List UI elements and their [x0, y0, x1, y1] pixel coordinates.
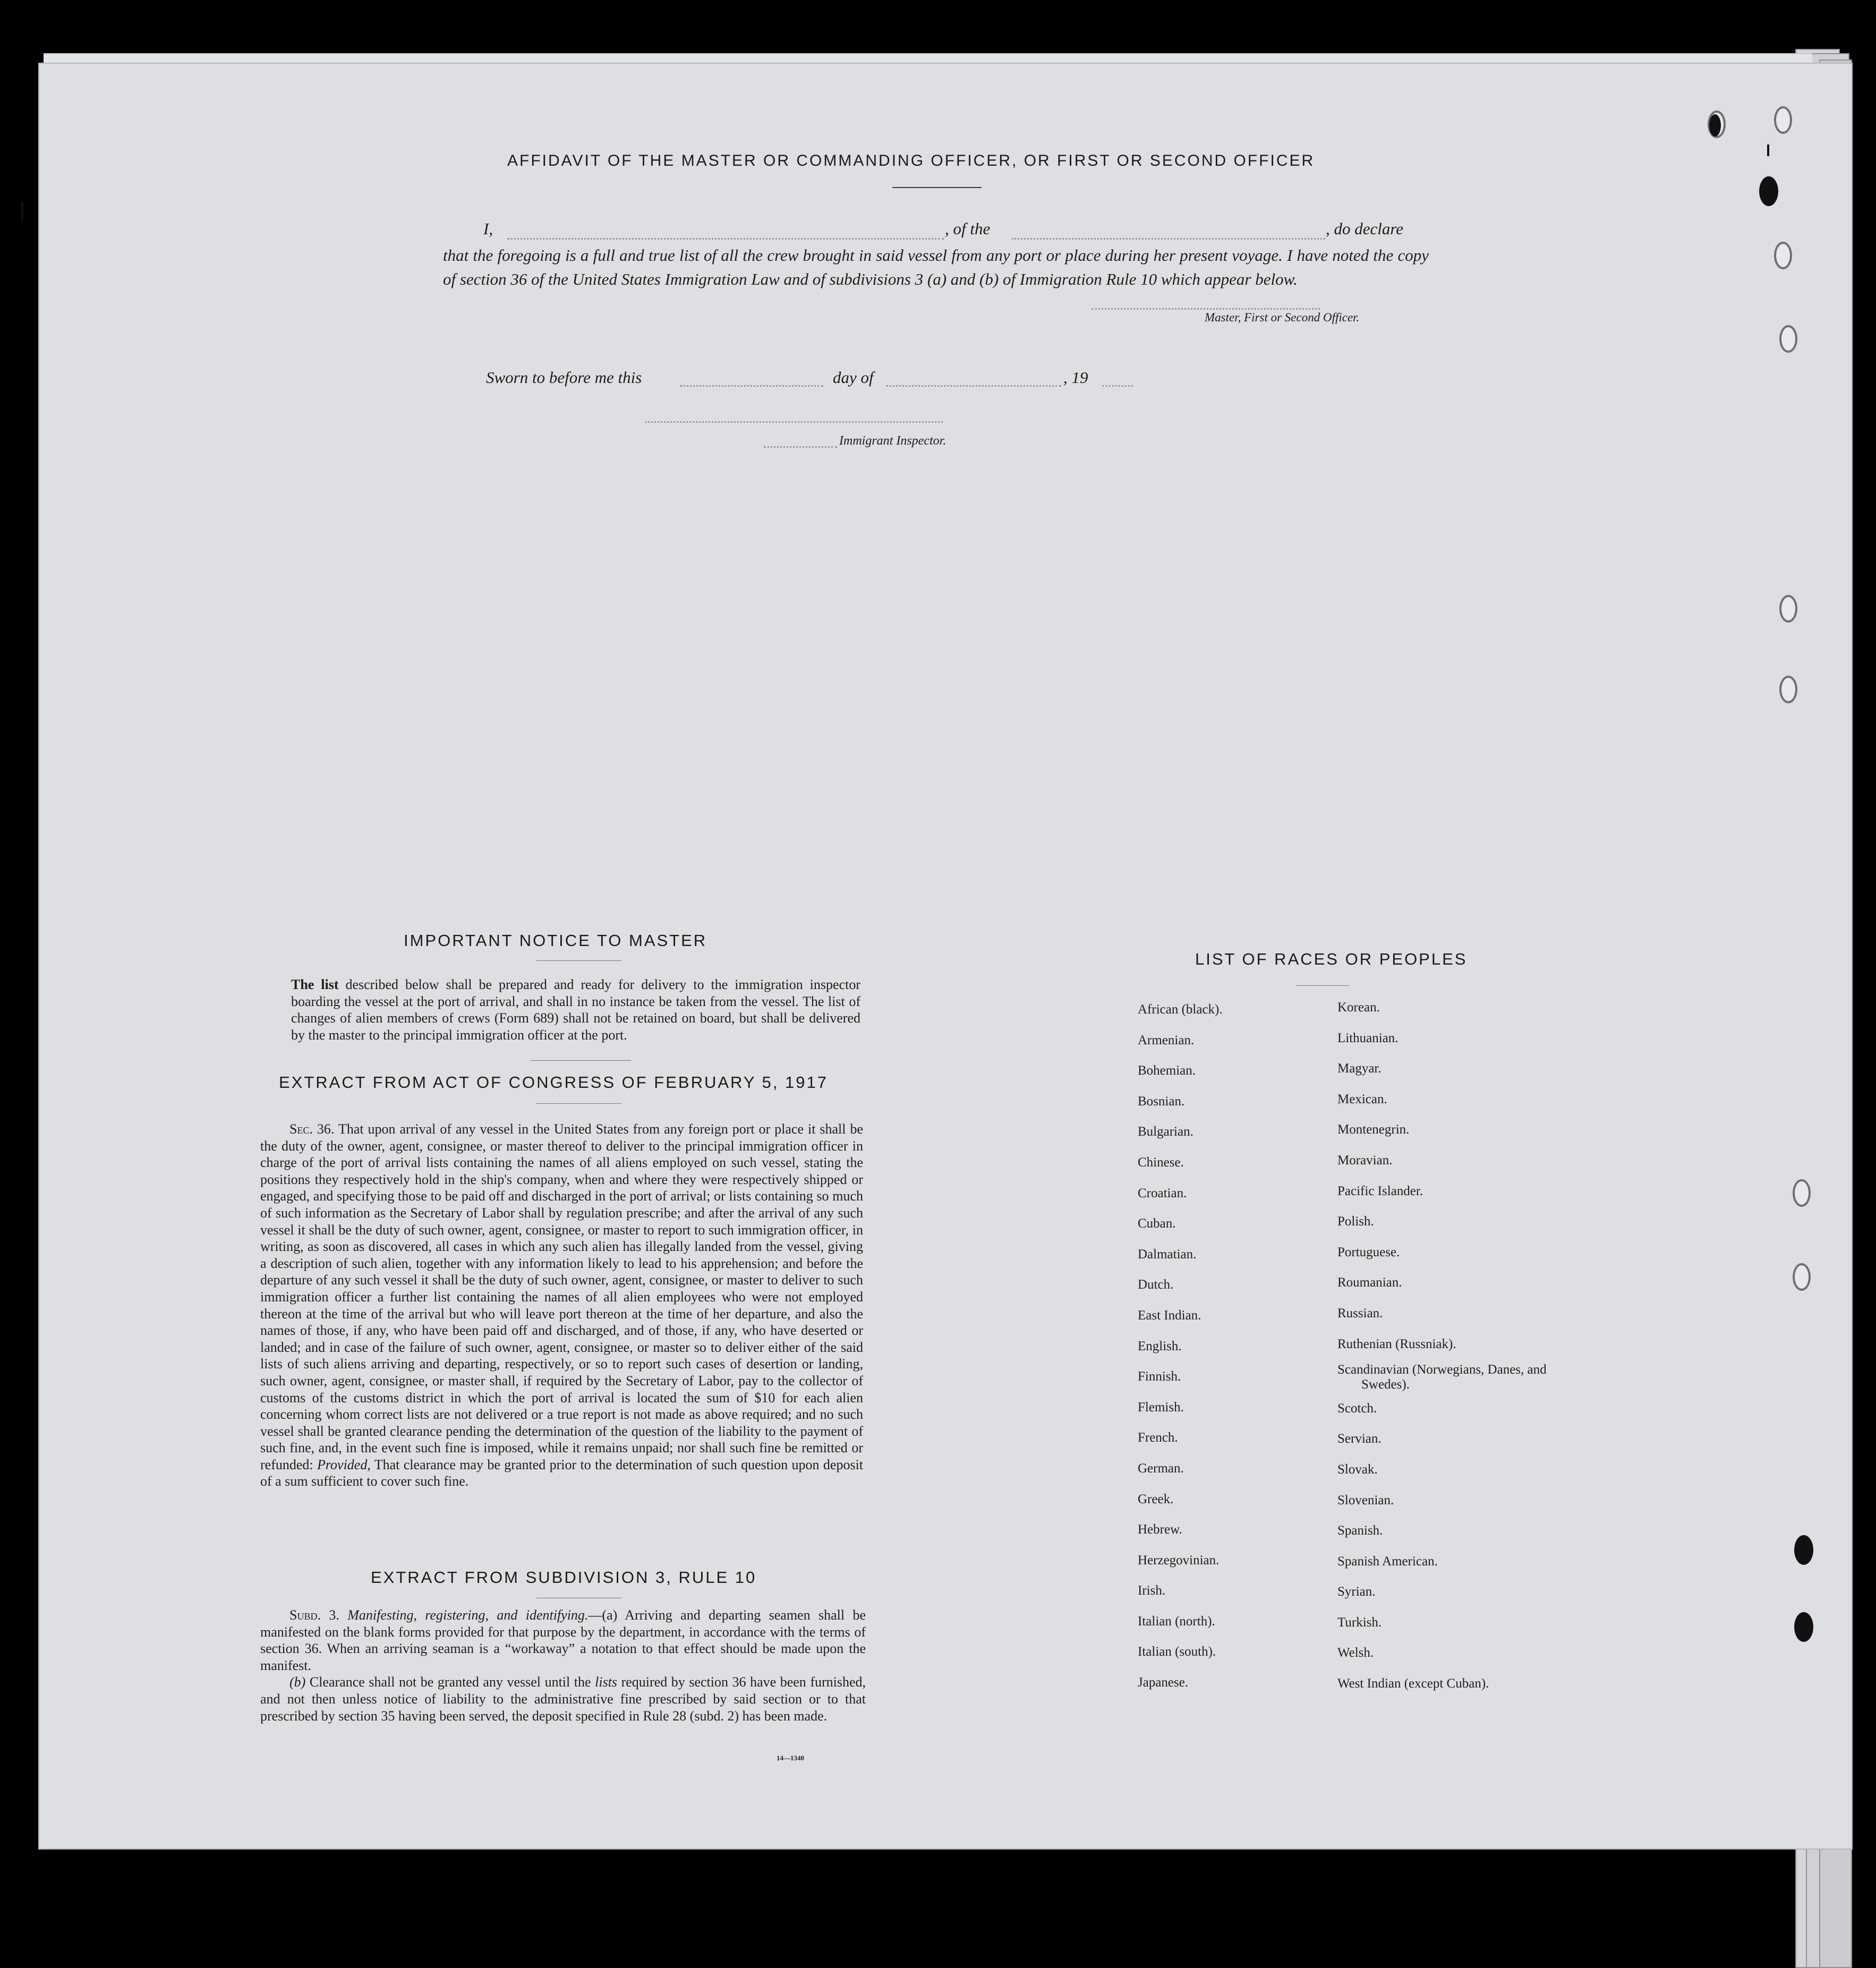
heading-rule [530, 1060, 631, 1061]
race-item: Servian. [1337, 1432, 1382, 1446]
affidavit-line1-mid: , of the [945, 219, 991, 238]
race-item: Spanish. [1337, 1523, 1383, 1538]
subd-b-lists: lists [595, 1674, 618, 1690]
race-item: Pacific Islander. [1337, 1183, 1423, 1198]
race-item: Magyar. [1337, 1061, 1382, 1076]
subd-b-text: Clearance shall not be granted any vessel until the [309, 1674, 591, 1690]
race-item: Armenian. [1138, 1033, 1195, 1047]
binder-hole-icon [1709, 114, 1721, 137]
heading-rule [536, 1103, 621, 1104]
race-item: Dutch. [1138, 1277, 1174, 1292]
binder-hole-icon [1794, 1612, 1813, 1642]
race-item: Korean. [1337, 1000, 1380, 1015]
race-item: Finnish. [1138, 1369, 1181, 1384]
race-item: Cuban. [1138, 1216, 1176, 1231]
notice-lead: The list [291, 977, 339, 992]
sworn-start: Sworn to before me this [486, 368, 642, 387]
race-item: Flemish. [1138, 1400, 1184, 1415]
sworn-month-blank[interactable] [886, 385, 1061, 387]
master-name-blank[interactable] [507, 238, 944, 240]
affidavit-body: that the foregoing is a full and true list of all the crew brought in said vessel from any port or place during her present voyage. I have noted the copy of section 36 of the United States Immigration Law and of subdivisions 3 (a) and (b) of Immigration Rule 10 which appear below. [443, 246, 1429, 288]
race-item: East Indian. [1138, 1308, 1201, 1323]
sworn-end: , 19 [1063, 368, 1088, 387]
provided-label: Provided, [317, 1456, 371, 1472]
scan-mark [1767, 144, 1769, 156]
vessel-name-blank[interactable] [1012, 238, 1325, 240]
section-text-end: That clearance may be granted prior to the determination of such question upon deposit of a sum sufficient to cover such fine. [260, 1456, 864, 1489]
race-item: Turkish. [1337, 1615, 1382, 1630]
binder-hole-icon [1793, 1263, 1811, 1291]
notice-body [291, 976, 860, 1043]
sworn-year-blank[interactable] [1102, 385, 1133, 387]
race-item: Greek. [1138, 1492, 1174, 1506]
act-extract-heading: EXTRACT FROM ACT OF CONGRESS OF FEBRUARY 5, 1917 [279, 1073, 829, 1092]
races-column-1 [1138, 994, 1223, 1698]
race-item: English. [1138, 1339, 1182, 1353]
inspector-label: Immigrant Inspector. [839, 434, 946, 448]
race-item: Dalmatian. [1138, 1247, 1197, 1262]
race-item: Scandinavian (Norwegians, Danes, and Swedes). [1337, 1362, 1547, 1392]
race-item: West Indian (except Cuban). [1337, 1676, 1489, 1691]
binder-hole-icon [1779, 676, 1797, 703]
race-item: Bosnian. [1138, 1094, 1185, 1109]
race-item: French. [1138, 1430, 1178, 1445]
act-extract-body [260, 1121, 863, 1490]
race-item: Slovenian. [1337, 1493, 1394, 1507]
subd-a-label: —(a) [588, 1607, 618, 1623]
race-item: Russian. [1337, 1306, 1383, 1320]
sworn-mid: day of [833, 368, 874, 387]
affidavit-line1-start: I, [483, 219, 493, 238]
subd-label: Subd. 3. [289, 1607, 339, 1623]
rule-extract-heading: EXTRACT FROM SUBDIVISION 3, RULE 10 [371, 1568, 757, 1587]
race-item: Scotch. [1337, 1401, 1377, 1416]
race-item: Mexican. [1337, 1092, 1387, 1106]
affidavit-heading: AFFIDAVIT OF THE MASTER OR COMMANDING OFFICER, OR FIRST OR SECOND OFFICER [507, 152, 1315, 169]
race-item: Polish. [1337, 1214, 1374, 1229]
affidavit-line1-end: , do declare [1326, 219, 1404, 238]
section-text: That upon arrival of any vessel in the United States from any foreign port or place it shall be the duty of the owner, agent, consignee, or master thereof to deliver to the principal immigration officer in charge of the port of arrival lists containing the names of all aliens employed on such vessel, stating the positions they respectively hold in the ship's company, when and where they were respectively shipped or engaged, and specifying those to be paid off and discharged in the port of arrival; or lists containing so much of such information as the Secretary of Labor shall by regulation prescribe; and after the arrival of any such vessel it shall be the duty of such owner, agent, consignee, or master to report to such immigration officer, in writing, as soon as discovered, all cases in which any such alien has illegally landed from the vessel, giving a description of such alien, together with any information likely to lead to his apprehension; and before the departure of any such vessel it shall be the duty of such owner, agent, consignee, or master to deliver to such immigration officer a further list containing the names of all alien employees who were not employed thereon at the time of the arrival but who will leave port thereon at the time of her departure, and also the names of those, if any, who have been paid off and discharged, and of those, if any, who have deserted or landed; and in case of the failure of such owner, agent, consignee, or master so to deliver either of the said lists of such aliens arriving and departing, respectively, or so to report such cases of desertion or landing, such owner, agent, consignee, or master shall, if required by the Secretary of Labor, pay to the collector of customs of the customs district in which the port of arrival is located the sum of $10 for each alien concerning whom correct lists are not delivered or a true report is not made as above required; and no such vessel shall be granted clearance pending the determination of the question of the liability to the payment of such fine, and, in the event such fine is imposed, while it remains unpaid; nor shall such fine be remitted or refunded: [260, 1121, 863, 1472]
subd-b-text-end: required by section 36 have been furnished, and not then unless notice of liability to the administrative fine prescribed by said section or to that prescribed by section 35 having been served, the deposit specified in Rule 28 (subd. 2) has been made. [260, 1674, 866, 1724]
race-item: Ruthenian (Russniak). [1337, 1336, 1456, 1351]
binder-hole-icon [1793, 1179, 1811, 1207]
section-label: Sec. 36. [289, 1121, 335, 1137]
subd-b-label: (b) [289, 1674, 306, 1690]
binder-hole-icon [1774, 242, 1792, 269]
race-item: Welsh. [1337, 1646, 1374, 1660]
race-item: Italian (north). [1138, 1614, 1215, 1629]
race-item: Chinese. [1138, 1155, 1184, 1170]
race-item: Montenegrin. [1337, 1122, 1410, 1137]
notice-text: described below shall be prepared and ready for delivery to the immigration inspector boarding the vessel at the port of arrival, and shall in no instance be taken from the vessel. The list of changes of alien members of crews (Form 689) shall not be retained on board, but shall be delivered by the master to the principal immigration officer at the port. [291, 977, 860, 1043]
race-item: Bohemian. [1138, 1063, 1196, 1078]
race-item: Hebrew. [1138, 1522, 1182, 1537]
race-item: Roumanian. [1337, 1275, 1402, 1290]
race-item: Japanese. [1138, 1675, 1189, 1690]
heading-rule [892, 187, 982, 188]
subd-title: Manifesting, registering, and identifying. [347, 1607, 589, 1623]
scan-mark [21, 202, 23, 220]
form-number: 14—1340 [777, 1754, 804, 1762]
race-item: Lithuanian. [1337, 1030, 1399, 1045]
heading-rule [1296, 985, 1349, 986]
race-item: Italian (south). [1138, 1645, 1216, 1659]
binder-hole-icon [1774, 106, 1792, 134]
subd-a-text: Arriving and departing seamen shall be manifested on the blank forms provided for that purpose by the department, in accordance with the terms of section 36. When an arriving seaman is a “workaway” a notation to that effect should be made upon the manifest. [260, 1607, 866, 1673]
race-item: Irish. [1138, 1583, 1166, 1598]
signature-blank[interactable] [1092, 308, 1320, 310]
race-item: African (black). [1138, 1002, 1223, 1017]
binder-hole-icon [1779, 325, 1797, 353]
inspector-signature-blank[interactable] [645, 421, 943, 423]
race-item: Slovak. [1337, 1462, 1378, 1477]
notice-heading: IMPORTANT NOTICE TO MASTER [404, 931, 707, 950]
race-item: Spanish American. [1337, 1554, 1438, 1569]
race-item: Bulgarian. [1138, 1124, 1193, 1139]
binder-hole-icon [1779, 595, 1797, 623]
binder-hole-icon [1794, 1535, 1813, 1565]
heading-rule [536, 960, 621, 961]
race-item: Portuguese. [1337, 1245, 1400, 1259]
races-heading: LIST OF RACES OR PEOPLES [1195, 950, 1468, 968]
race-item: German. [1138, 1461, 1184, 1476]
signature-label: Master, First or Second Officer. [1205, 311, 1360, 324]
binder-hole-icon [1759, 176, 1778, 206]
race-item: Moravian. [1337, 1153, 1393, 1168]
rule-extract-body [260, 1607, 866, 1724]
sworn-day-blank[interactable] [680, 385, 823, 387]
races-column-2 [1337, 992, 1584, 1699]
race-item: Herzegovinian. [1138, 1553, 1220, 1567]
race-item: Syrian. [1337, 1584, 1376, 1599]
race-item: Croatian. [1138, 1186, 1187, 1200]
inspector-signature-blank[interactable] [764, 446, 837, 448]
